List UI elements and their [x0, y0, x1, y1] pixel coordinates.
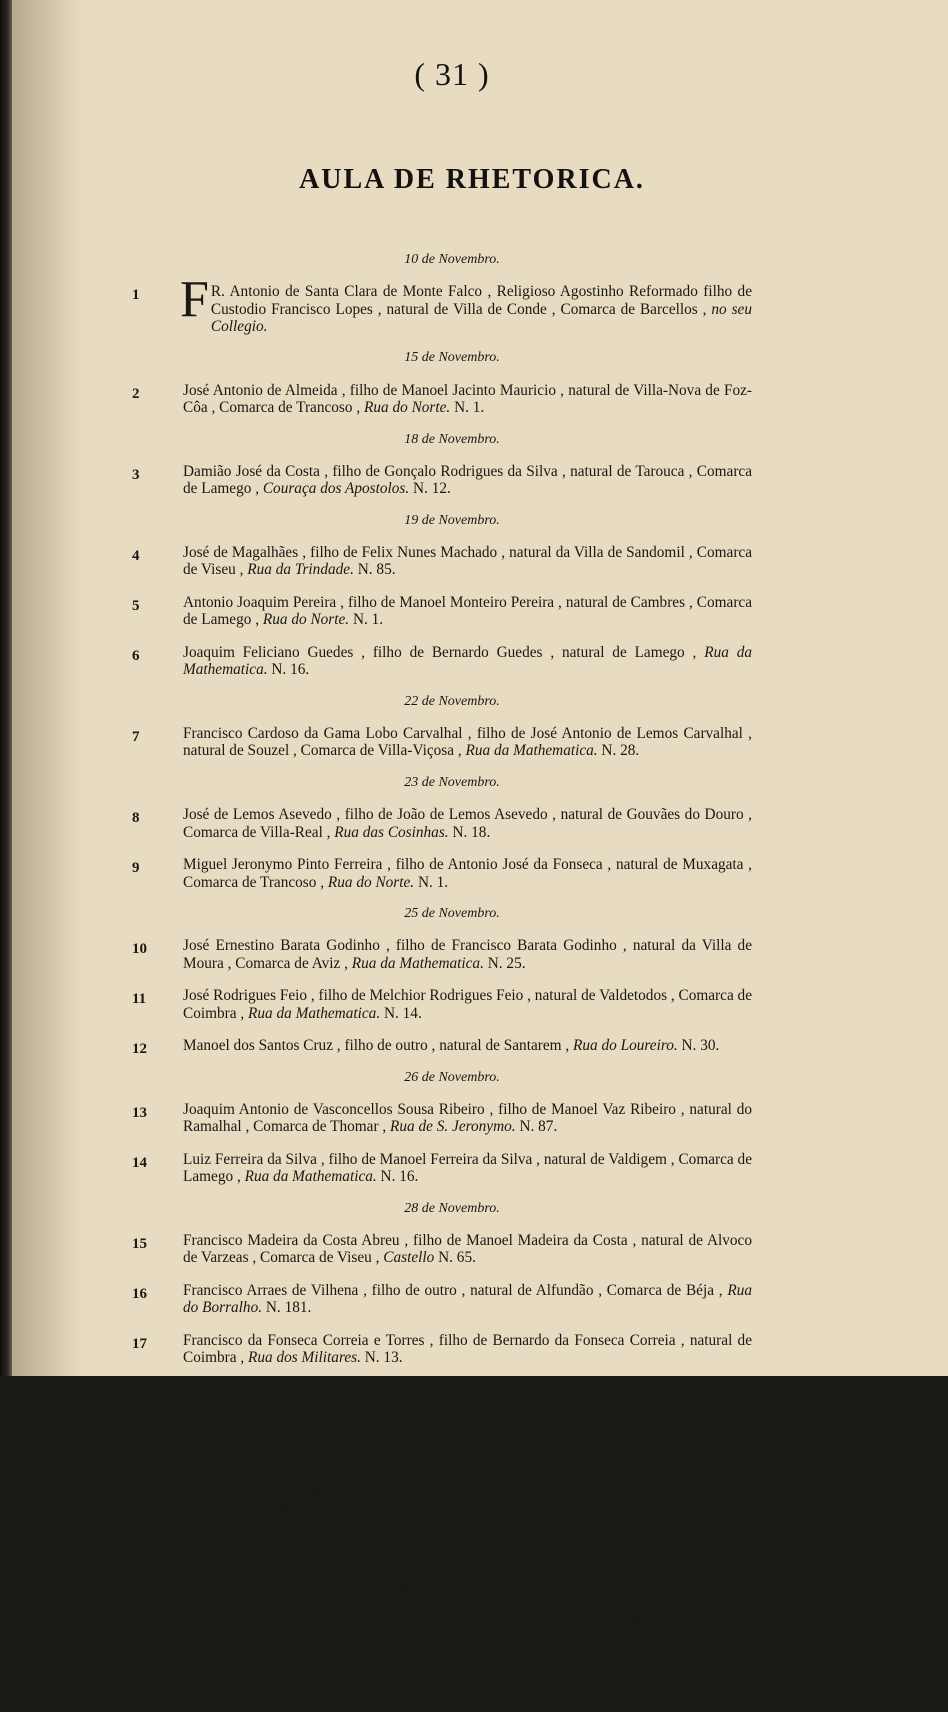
entry-address: no seu Collegio. — [210, 300, 752, 335]
entry-number: 5 — [132, 598, 140, 615]
entry-description: Luiz Ferreira da Silva , filho de Manoel Ferreira da Silva , natural de Valdigem , Comarca de Lamego , — [183, 1150, 752, 1186]
list-item — [132, 1282, 752, 1317]
entry-address: Rua dos Militares. — [248, 1349, 361, 1367]
entry-house-number: N. 18. — [448, 823, 491, 841]
entry-address: Rua da Mathematica. — [244, 1168, 377, 1186]
date-heading: 25 de Novembro. — [404, 906, 500, 922]
entry-text — [183, 937, 752, 972]
gutter-shadow — [12, 0, 82, 1376]
entry-number: 2 — [132, 385, 140, 402]
list-item — [132, 1663, 752, 1698]
entry-number: 13 — [132, 1105, 147, 1122]
entry-description: Antonio Joaquim Pereira , filho de Manoel Monteiro Pereira , natural de Cambres , Comarca de Lamego , — [183, 594, 752, 629]
entry-house-number: N. 44. — [430, 1498, 472, 1516]
entry-number: 6 — [132, 647, 140, 664]
entry-description: Antonio Rodrigues Pereira , filho de José Felix Pereira de Noronha , natural de Sarzedella , Comarca de Coimbra , — [183, 1431, 752, 1466]
entry-address: Rua da Mathematica. — [248, 1004, 381, 1022]
list-item — [132, 1332, 752, 1367]
list-item — [132, 1432, 752, 1467]
entry-number: 12 — [132, 1041, 147, 1058]
date-heading: 29 de Novembro. — [404, 1531, 500, 1547]
list-item — [132, 382, 752, 417]
date-heading: 15 de Novembro. — [404, 350, 500, 366]
list-item — [132, 1563, 752, 1598]
entry-text — [183, 1101, 752, 1136]
entry-address: Rua do Borralho. — [183, 1282, 752, 1317]
list-item — [132, 806, 752, 841]
entry-house-number: N. 65. — [434, 1249, 476, 1267]
entry-address: Bairro de Santa Anna. — [361, 1399, 498, 1417]
entry-house-number: N. 85. — [353, 561, 396, 579]
entry-address: Couraça dos Apostolos. — [262, 480, 410, 498]
entry-address: Rua do Norte. — [262, 611, 350, 629]
entry-address: Rua da Mathematica. — [183, 643, 752, 679]
entry-number: 19 — [132, 1435, 147, 1452]
entry-address: Rua da Trindade. — [247, 561, 354, 579]
entry-description: Damião José da Costa , filho de Gonçalo Rodrigues da Silva , natural de Tarouca , Comarca de Lamego , — [183, 462, 752, 498]
entry-number: 20 — [132, 1485, 147, 1502]
entry-house-number: N. 87. — [515, 1118, 558, 1136]
entry-description: José de Lemos Asevedo , filho de João de Lemos Asevedo , natural de Gouvães do Douro , Comarca de Villa-Real , — [183, 806, 752, 841]
entry-house-number: N. 1. — [349, 611, 384, 629]
entry-house-number: N. 36. — [277, 1679, 320, 1697]
entry-address: Rua das Sollas. — [183, 1679, 278, 1697]
entry-description: Francisco Madeira da Costa Abreu , filho de Manoel Madeira da Costa , natural de Alvoco de Varzeas , Comarca de Viseu , — [183, 1232, 752, 1267]
list-item — [132, 594, 752, 629]
entry-number: 15 — [132, 1236, 147, 1253]
entry-text — [183, 1663, 752, 1698]
list-item — [132, 987, 752, 1022]
entry-number: 11 — [132, 991, 147, 1008]
entry-number: 16 — [132, 1286, 147, 1303]
entry-description: José Ernestino Barata Godinho , filho de Francisco Barata Godinho , natural da Villa de Moura , Comarca de Aviz , — [183, 937, 752, 972]
page-number: ( 31 ) — [414, 56, 490, 92]
entry-text — [183, 856, 752, 891]
entry-address: Rua das Cosinhas. — [334, 823, 449, 841]
entry-house-number: N. 1. — [414, 873, 449, 891]
entry-number: 1 — [132, 287, 140, 304]
entry-description: Joaquim Antonio de Vasconcellos Sousa Ribeiro , filho de Manoel Vaz Ribeiro , natural do Ramalhal , Comarca de Thomar , — [183, 1101, 752, 1136]
entry-description: Francisco Arraes de Vilhena , filho de outro , natural de Alfundão , Comarca de Béja , — [183, 1282, 728, 1300]
entry-text — [183, 1613, 752, 1648]
entry-description: Manoel dos Santos Cruz , filho de outro , natural de Santarem , — [183, 1037, 573, 1055]
entry-address: Rua da Mathematica. — [351, 954, 484, 972]
entry-number: 8 — [132, 810, 140, 827]
student-list — [132, 252, 752, 1712]
entry-house-number: N. 30. — [677, 1037, 720, 1055]
entry-description: José de Magalhães , filho de Felix Nunes Machado , natural da Villa de Sandomil , Comarca de Viseu , — [183, 544, 752, 579]
entry-text — [183, 382, 752, 417]
entry-text — [183, 544, 752, 579]
list-item — [132, 644, 752, 679]
entry-description: R. Antonio de Santa Clara de Monte Falco , Religioso Agostinho Reformado filho de Custodio Francisco Lopes , natural de Villa de Conde , Comarca de Barcellos , — [210, 283, 752, 318]
entry-text — [183, 594, 752, 629]
entry-address: Rua dos Militares. — [317, 1498, 431, 1516]
entry-text — [183, 1563, 752, 1598]
date-heading: 23 de Novembro. — [404, 775, 500, 791]
entry-description: Antonio Pessoa , filho de Vicente José Pessoa , natural do Chão do Bispo , Comarca e suburbio de Coimbra. — [183, 1612, 752, 1647]
entry-text — [183, 806, 752, 841]
entry-number: 23 — [132, 1666, 147, 1683]
entry-address: Rua de S. Jeronymo. — [390, 1118, 516, 1136]
decorative-initial: F — [180, 271, 209, 329]
list-item — [132, 463, 752, 498]
entry-house-number: N. 1. — [450, 399, 485, 417]
list-item — [132, 937, 752, 972]
list-item — [132, 1037, 752, 1058]
entry-house-number: N. 16. — [267, 661, 310, 679]
entry-number: 14 — [132, 1154, 147, 1171]
entry-address: Rua do Loureiro. — [573, 1037, 678, 1055]
entry-number: 21 — [132, 1566, 147, 1583]
entry-number: 4 — [132, 548, 140, 565]
list-item — [132, 1382, 752, 1417]
date-heading: 10 de Novembro. — [404, 252, 500, 267]
entry-address: Rua do Norte. — [327, 873, 415, 891]
entry-address: Rua do Norte. — [364, 399, 451, 417]
entry-text — [183, 1282, 752, 1317]
scanned-page — [12, 0, 948, 1697]
entry-description: José Antonio de Almeida , filho de Manoel Jacinto Mauricio , natural de Villa-Nova de Foz-Côa , Comarca de Trancoso , — [183, 381, 752, 417]
entry-house-number: N. 12. — [409, 480, 451, 498]
entry-description: Francisco de Paula da Costa Freire , filho de Bernardo José Ferreira , natural de Midões , Comarca de Arganil , — [183, 1481, 752, 1516]
entry-text — [183, 1151, 752, 1186]
list-item — [132, 1482, 752, 1517]
entry-text — [183, 987, 752, 1022]
list-item — [132, 1232, 752, 1267]
list-item — [132, 1613, 752, 1648]
entry-text — [183, 725, 752, 760]
entry-description: Antonio Ribeiro de Lis Teixeira , filho de José Ribeiro de Lis , natural da Cidade de Viseu , — [183, 1662, 752, 1680]
entry-number: 10 — [132, 941, 147, 958]
entry-house-number: N. 28. — [597, 742, 640, 760]
entry-text — [183, 463, 752, 498]
entry-text — [183, 1332, 752, 1367]
entry-description: Joaquim Feliciano Guedes , filho de Bernardo Guedes , natural de Lamego , — [183, 643, 705, 661]
entry-number: 3 — [132, 466, 140, 483]
entry-number: 18 — [132, 1385, 147, 1402]
entry-number: 17 — [132, 1335, 147, 1352]
list-item — [132, 544, 752, 579]
list-item — [132, 856, 752, 891]
entry-text — [183, 1432, 752, 1467]
entry-text — [183, 1232, 752, 1267]
date-heading: 26 de Novembro. — [404, 1069, 500, 1085]
page-title: AULA DE RHETORICA. — [299, 164, 645, 195]
entry-description: Francisco Cardoso da Gama Lobo Carvalhal , filho de José Antonio de Lemos Carvalhal , natural de Souzel , Comarca de Villa-Viçosa , — [183, 725, 752, 760]
entry-description: Francisco da Fonseca Correia e Torres , filho de Bernardo da Fonseca Correia , natural de Coimbra , — [183, 1331, 752, 1367]
list-item — [132, 1101, 752, 1136]
entry-text — [180, 271, 752, 335]
list-item — [132, 725, 752, 760]
date-heading: 19 de Novembro. — [404, 512, 500, 528]
entry-number: 22 — [132, 1616, 147, 1633]
entry-text — [183, 1482, 752, 1517]
entry-address: Rua da Mathematica. — [348, 1580, 481, 1598]
entry-house-number: N. 25. — [483, 954, 526, 972]
entry-house-number: N. 16. — [376, 1168, 419, 1186]
date-heading: 18 de Novembro. — [404, 431, 500, 447]
entry-house-number: N. 181. — [262, 1299, 312, 1317]
entry-number: 7 — [132, 729, 140, 746]
entry-text — [183, 1037, 752, 1054]
entry-description: Alexandre José de Carvalho , filho de José Manoel da Costa , natural de Villa-Nova da Rainha , Comarca de Viseu , — [183, 1381, 752, 1417]
entry-house-number: N. 13. — [360, 1349, 403, 1367]
entry-address: Couraça dos Apostolos. — [325, 1449, 472, 1466]
entry-description: Miguel Jeronymo Pinto Ferreira , filho de Antonio José da Fonseca , natural de Muxagata , Comarca de Trancoso , — [183, 856, 752, 891]
date-heading: 28 de Novembro. — [404, 1200, 500, 1216]
entry-address: Rua da Mathematica. — [465, 742, 598, 760]
book-binding-edge — [0, 0, 12, 1376]
entry-number: 9 — [132, 860, 140, 877]
date-heading: 22 de Novembro. — [404, 693, 500, 709]
entry-description: José Rodrigues Feio , filho de Melchior Rodrigues Feio , natural de Valdetodos , Comarca de Coimbra , — [183, 987, 752, 1022]
entry-house-number: N. 14. — [380, 1004, 422, 1022]
entry-house-number: N. 2. — [471, 1449, 506, 1466]
list-item — [132, 1151, 752, 1186]
entry-address: Castello — [383, 1249, 435, 1267]
list-item — [132, 271, 752, 335]
entry-text — [183, 644, 752, 679]
entry-text — [183, 1382, 752, 1417]
entry-house-number: N. 25. — [480, 1580, 523, 1598]
entry-description: Antonio Pedro Baptista Machado , filho de Pedro Antonio Baptista Machado , natural de Silves , Comarca de Faro , — [183, 1562, 752, 1598]
